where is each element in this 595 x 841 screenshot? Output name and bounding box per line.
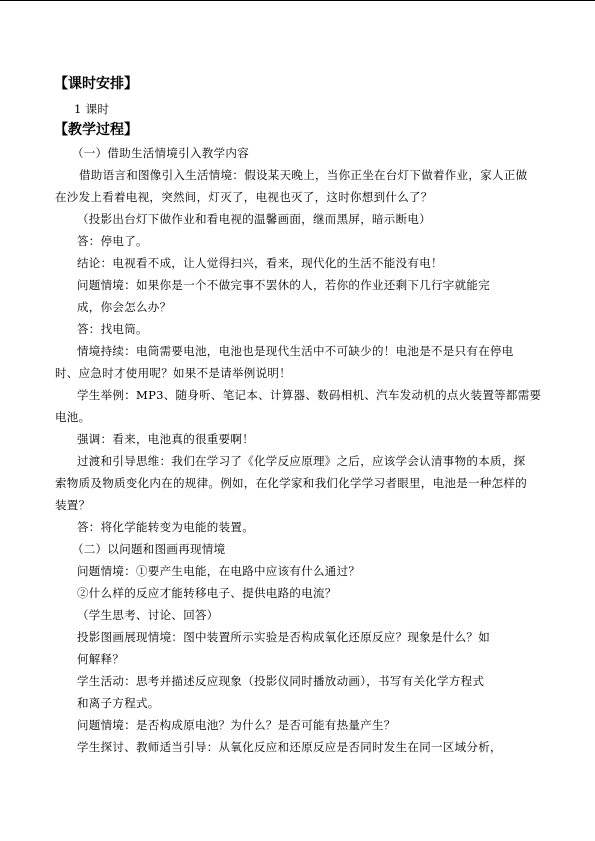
paragraph-line: 问题情境：是否构成原电池？为什么？是否可能有热量产生？	[77, 718, 396, 732]
paragraph-line: 结论：电视看不成，让人觉得扫兴，看来，现代化的生活不能没有电！	[77, 256, 443, 270]
paragraph-line: 成，你会怎么办？	[77, 300, 172, 314]
paragraph-line: （学生思考、讨论、回答）	[77, 608, 219, 622]
paragraph-line: 强调：看来，电池真的很重要啊！	[77, 432, 254, 446]
paragraph-line: （一）借助生活情境引入教学内容	[72, 146, 249, 160]
heading-teaching-process: 【教学过程】	[54, 122, 138, 138]
paragraph-line: 学生探讨、教师适当引导：从氧化反应和还原反应是否同时发生在同一区域分析，	[77, 740, 502, 754]
paragraph-line: 学生活动：思考并描述反应现象（投影仪同时播放动画），书写有关化学方程式	[77, 674, 485, 688]
paragraph-line: 索物质及物质变化内在的规律。例如，在化学家和我们化学学习者眼里，电池是一种怎样的	[55, 476, 527, 490]
paragraph-line: 投影图画展现情境：图中装置所示实验是否构成氧化还原反应？现象是什么？如	[77, 630, 490, 644]
paragraph-line: 情境持续：电筒需要电池，电池也是现代生活中不可缺少的！电池是不是只有在停电	[77, 344, 514, 358]
paragraph-line: 答：将化学能转变为电能的装置。	[77, 520, 254, 534]
paragraph-line: 答：找电筒。	[77, 322, 148, 336]
paragraph-line: 学生举例：MP3、随身听、笔记本、计算器、数码相机、汽车发动机的点火装置等都需要	[77, 388, 542, 402]
paragraph-line: 装置？	[55, 498, 91, 512]
paragraph-line: （投影出台灯下做作业和看电视的温馨画面，继而黑屏，暗示断电）	[77, 212, 431, 226]
text-hours: 1 课时	[74, 102, 110, 116]
paragraph-line: 答：停电了。	[77, 234, 148, 248]
paragraph-line: 和离子方程式。	[77, 696, 160, 710]
paragraph-line: 借助语言和图像引入生活情境：假设某天晚上，当你正坐在台灯下做着作业，家人正做	[79, 168, 528, 182]
paragraph-line: 过渡和引导思维：我们在学习了《化学反应原理》之后，应该学会认清事物的本质，探	[77, 454, 526, 468]
paragraph-line: ②什么样的反应才能转移电子、提供电路的电流？	[77, 586, 337, 600]
paragraph-line: 何解释？	[77, 652, 125, 666]
paragraph-line: 电池。	[55, 410, 91, 424]
paragraph-line: 问题情境：如果你是一个不做完事不罢休的人，若你的作业还剩下几行字就能完	[77, 278, 490, 292]
paragraph-line: （二）以问题和图画再现情境	[72, 542, 226, 556]
paragraph-line: 时、应急时才使用呢？如果不是请举例说明！	[55, 366, 291, 380]
paragraph-line: 问题情境：①要产生电能，在电路中应该有什么通过？	[77, 564, 361, 578]
heading-schedule: 【课时安排】	[54, 76, 138, 92]
paragraph-line: 在沙发上看着电视，突然间，灯灭了，电视也灭了，这时你想到什么了？	[55, 190, 433, 204]
